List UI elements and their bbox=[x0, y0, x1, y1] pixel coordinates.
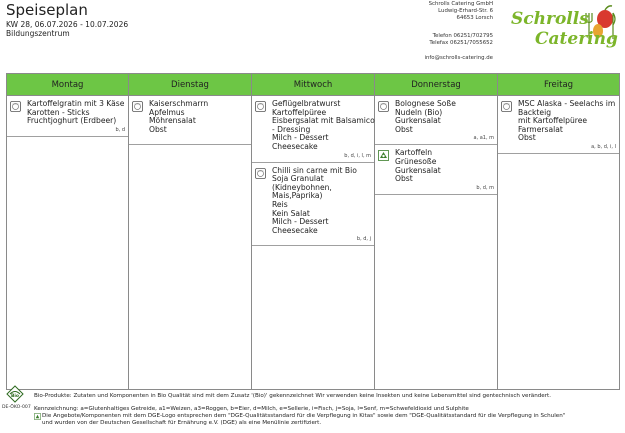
meal-line: Backteig bbox=[518, 107, 552, 117]
meal-line: mit Kartoffelpüree bbox=[518, 116, 588, 126]
meal-line: Farmersalat bbox=[518, 124, 563, 134]
company-street: Ludwig-Erhard-Str. 6 bbox=[438, 8, 493, 14]
logo-word-catering: Catering bbox=[535, 29, 618, 49]
meal-line: Karotten - Sticks bbox=[27, 107, 90, 117]
company-city: 64653 Lorsch bbox=[456, 15, 493, 21]
bio-notice: Bio-Produkte: Zutaten und Komponenten in Bio Qualität sind mit dem Zusatz '(Bio)' gekennzeichnet Wir verwenden keine Insekten und keine Lebensmittel sind gentechnisch verändert. bbox=[34, 393, 552, 399]
allergen-codes bbox=[149, 135, 248, 142]
dge-icon bbox=[378, 150, 389, 161]
meal-line: Kaiserschmarrn bbox=[149, 99, 209, 108]
meal-line: Fruchtjoghurt (Erdbeer) bbox=[27, 116, 117, 126]
week-range: KW 28, 06.07.2026 - 10.07.2026 bbox=[6, 20, 129, 29]
plate-icon bbox=[255, 101, 266, 112]
meal-line: Obst bbox=[395, 174, 413, 184]
dge-logo-icon bbox=[34, 413, 41, 420]
meal-line: Geflügelbratwurst bbox=[272, 99, 341, 108]
plate-icon bbox=[255, 168, 266, 179]
meal-line: Kein Salat bbox=[272, 208, 310, 218]
company-email[interactable]: info@schrolls-catering.de bbox=[424, 55, 493, 61]
meal-entry bbox=[375, 96, 497, 145]
meal-line: Apfelmus bbox=[149, 107, 185, 117]
meal-line: Milch - Dessert bbox=[272, 217, 329, 227]
meal-line: MSC Alaska - Seelachs im bbox=[518, 99, 616, 108]
meal-entry bbox=[498, 96, 619, 154]
meal-line: Kartoffelpüree bbox=[272, 107, 327, 117]
meal-line: (Kidneybohnen, bbox=[272, 182, 332, 192]
location: Bildungszentrum bbox=[6, 29, 70, 38]
plate-icon bbox=[501, 101, 512, 112]
company-name: Schrolls Catering GmbH bbox=[428, 1, 493, 7]
meal-line: Mais,Paprika) bbox=[272, 191, 323, 201]
day-header: Dienstag bbox=[171, 80, 209, 90]
meal-line: Obst bbox=[395, 124, 413, 134]
allergen-codes: b, d bbox=[115, 126, 125, 133]
day-header: Mittwoch bbox=[293, 80, 333, 90]
bio-code: DE-ÖKO-007 bbox=[2, 405, 31, 410]
day-column-1 bbox=[129, 74, 252, 389]
meal-line: Cheesecake bbox=[272, 141, 318, 151]
meal-line: Obst bbox=[149, 124, 167, 134]
allergen-codes: a, b, d, i, l bbox=[591, 143, 616, 150]
dge-notice-line1: Die Angebote/Komponenten mit dem DGE-Logo entsprechen dem "DGE-Qualitätsstandard für die Verpflegung in Kitas" sowie dem "DGE-Qualitätsstandard für die Verpflegung in Schulen" bbox=[42, 413, 566, 419]
allergen-codes: b, d, j bbox=[356, 236, 371, 243]
allergen-codes: b, d, i, l, m bbox=[344, 152, 371, 159]
plate-icon bbox=[378, 101, 389, 112]
bio-seal-label: Bio bbox=[10, 394, 20, 399]
company-fax: Telefax 06251/7055652 bbox=[429, 40, 493, 46]
schrolls-catering-logo bbox=[505, 5, 620, 50]
meal-line: Chilli sin carne mit Bio bbox=[272, 165, 357, 175]
day-column-3 bbox=[375, 74, 498, 389]
plate-icon bbox=[10, 101, 21, 112]
meal-line: Gurkensalat bbox=[395, 165, 441, 175]
meal-line: Kartoffeln bbox=[395, 148, 433, 158]
meal-line: Kartoffelgratin mit 3 Käse bbox=[27, 99, 125, 108]
company-phone: Telefon 06251/702795 bbox=[432, 33, 493, 39]
meal-line: Reis bbox=[272, 199, 288, 209]
day-header: Freitag bbox=[543, 80, 574, 90]
dge-notice-line2: und wurden von der Deutschen Gesellschaft für Ernährung e.V. (DGE) als eine Menülinie zertifiziert. bbox=[42, 420, 322, 426]
meal-entry bbox=[252, 163, 374, 247]
meal-line: Möhrensalat bbox=[149, 116, 196, 126]
company-address bbox=[363, 1, 493, 62]
day-header: Donnerstag bbox=[411, 80, 461, 90]
meal-line: Bolognese Soße bbox=[395, 99, 456, 108]
meal-entry bbox=[252, 96, 374, 163]
meal-line: Cheesecake bbox=[272, 225, 318, 235]
day-column-0 bbox=[7, 74, 129, 389]
page-title: Speiseplan bbox=[6, 1, 88, 19]
bio-seal-icon bbox=[6, 385, 24, 403]
day-header: Montag bbox=[51, 80, 84, 90]
meal-line: Obst bbox=[518, 133, 536, 143]
plate-icon bbox=[132, 101, 143, 112]
meal-entry bbox=[7, 96, 128, 137]
meal-line: Eisbergsalat mit Balsamico bbox=[272, 116, 375, 126]
menu-grid bbox=[6, 73, 620, 390]
meal-entry bbox=[375, 145, 497, 194]
allergen-codes: b, d, m bbox=[476, 184, 494, 191]
meal-entry bbox=[129, 96, 251, 145]
meal-line: Grünesoße bbox=[395, 156, 437, 166]
allergen-codes: a, a1, m bbox=[473, 135, 494, 142]
meal-line: Milch - Dessert bbox=[272, 133, 329, 143]
meal-line: Soja Granulat bbox=[272, 174, 324, 184]
allergen-legend: Kennzeichnung: a=Glutenhaltiges Getreide, a1=Weizen, a3=Roggen, b=Eier, d=Milch, e=Sellerie, i=Fisch, j=Soja, l=Senf, m=Schwefeldioxid und Sulphite bbox=[34, 406, 469, 412]
day-column-4 bbox=[498, 74, 619, 389]
meal-line: Gurkensalat bbox=[395, 116, 441, 126]
meal-line: Nudeln (Bio) bbox=[395, 107, 443, 117]
logo-word-schrolls: Schrolls bbox=[511, 9, 589, 29]
day-column-2 bbox=[252, 74, 375, 389]
meal-line: - Dressing bbox=[272, 124, 311, 134]
